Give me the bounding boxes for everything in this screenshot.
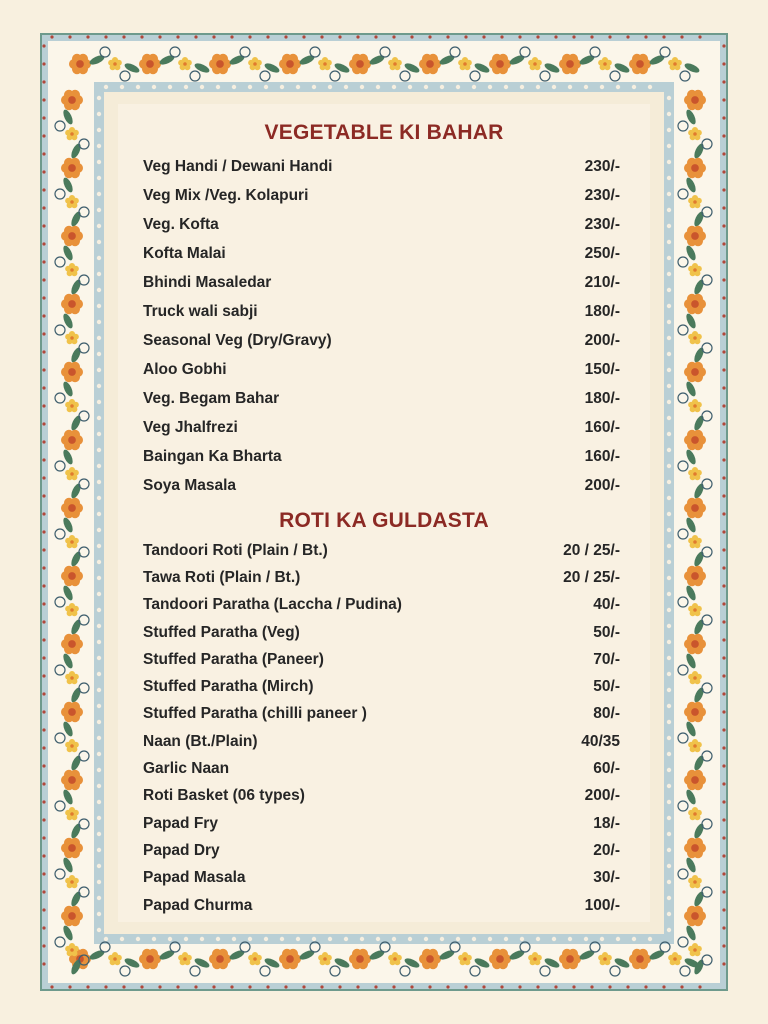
menu-item-name: Roti Basket (06 types) bbox=[143, 787, 305, 805]
menu-item-price: 20 / 25/- bbox=[563, 568, 620, 586]
menu-item bbox=[143, 471, 620, 500]
menu-item-price: 250/- bbox=[584, 244, 620, 262]
menu-item bbox=[143, 728, 620, 755]
menu-item-name: Tandoori Paratha (Laccha / Pudina) bbox=[143, 596, 402, 614]
menu-item bbox=[143, 239, 620, 268]
menu-item-name: Aloo Gobhi bbox=[143, 360, 227, 378]
menu-item bbox=[143, 181, 620, 210]
menu-item-price: 230/- bbox=[584, 186, 620, 204]
menu-item bbox=[143, 413, 620, 442]
menu-item-price: 80/- bbox=[593, 705, 620, 723]
menu-item-name: Truck wali sabji bbox=[143, 302, 258, 320]
menu-item bbox=[143, 865, 620, 892]
vegetable-menu-list bbox=[143, 152, 620, 500]
menu-item-price: 30/- bbox=[593, 869, 620, 887]
section-title-vegetable: VEGETABLE KI BAHAR bbox=[264, 121, 504, 144]
menu-item bbox=[143, 783, 620, 810]
menu-item-name: Kofta Malai bbox=[143, 244, 226, 262]
menu-item-price: 200/- bbox=[584, 331, 620, 349]
menu-item-name: Stuffed Paratha (Mirch) bbox=[143, 678, 314, 696]
menu-item-name: Tawa Roti (Plain / Bt.) bbox=[143, 568, 301, 586]
menu-item-name: Garlic Naan bbox=[143, 760, 230, 778]
menu-item-name: Tandoori Roti (Plain / Bt.) bbox=[143, 541, 328, 559]
menu-item bbox=[143, 892, 620, 919]
menu-item-name: Veg Jhalfrezi bbox=[143, 418, 238, 436]
menu-item-price: 150/- bbox=[584, 360, 620, 378]
menu-item bbox=[143, 673, 620, 700]
menu-item-price: 200/- bbox=[584, 787, 620, 805]
menu-item-name: Stuffed Paratha (Paneer) bbox=[143, 650, 324, 668]
menu-item-price: 100/- bbox=[584, 896, 620, 914]
menu-item-price: 210/- bbox=[584, 273, 620, 291]
menu-item-price: 40/- bbox=[593, 596, 620, 614]
menu-item-price: 180/- bbox=[584, 389, 620, 407]
menu-item bbox=[143, 152, 620, 181]
menu-item bbox=[143, 537, 620, 564]
menu-item-price: 18/- bbox=[593, 814, 620, 832]
menu-item-price: 160/- bbox=[584, 418, 620, 436]
roti-menu-list bbox=[143, 537, 620, 919]
menu-item-name: Papad Churma bbox=[143, 896, 253, 914]
menu-item-name: Bhindi Masaledar bbox=[143, 273, 272, 291]
menu-item bbox=[143, 326, 620, 355]
menu-item-price: 70/- bbox=[593, 650, 620, 668]
menu-item-name: Papad Fry bbox=[143, 814, 218, 832]
menu-item bbox=[143, 210, 620, 239]
menu-item bbox=[143, 592, 620, 619]
menu-item bbox=[143, 701, 620, 728]
menu-item-price: 60/- bbox=[593, 760, 620, 778]
menu-item-name: Veg. Begam Bahar bbox=[143, 389, 280, 407]
menu-item-name: Veg. Kofta bbox=[143, 215, 219, 233]
menu-item-price: 50/- bbox=[593, 678, 620, 696]
menu-item-name: Seasonal Veg (Dry/Gravy) bbox=[143, 331, 332, 349]
menu-panel bbox=[118, 104, 650, 922]
section-title-roti: ROTI KA GULDASTA bbox=[279, 509, 489, 532]
menu-item-price: 200/- bbox=[584, 476, 620, 494]
menu-item-price: 180/- bbox=[584, 302, 620, 320]
menu-item-price: 160/- bbox=[584, 447, 620, 465]
menu-item-name: Soya Masala bbox=[143, 476, 237, 494]
menu-item bbox=[143, 755, 620, 782]
menu-item bbox=[143, 297, 620, 326]
menu-item-price: 40/35 bbox=[581, 732, 620, 750]
menu-item bbox=[143, 355, 620, 384]
menu-item-name: Stuffed Paratha (Veg) bbox=[143, 623, 300, 641]
menu-item bbox=[143, 646, 620, 673]
menu-item-name: Baingan Ka Bharta bbox=[143, 447, 282, 465]
menu-item-price: 20/- bbox=[593, 841, 620, 859]
menu-item-name: Veg Handi / Dewani Handi bbox=[143, 157, 333, 175]
menu-item-name: Veg Mix /Veg. Kolapuri bbox=[143, 186, 309, 204]
menu-item-price: 230/- bbox=[584, 215, 620, 233]
menu-item-price: 230/- bbox=[584, 157, 620, 175]
menu-item-price: 20 / 25/- bbox=[563, 541, 620, 559]
menu-item bbox=[143, 619, 620, 646]
menu-item-name: Papad Dry bbox=[143, 841, 220, 859]
menu-item bbox=[143, 837, 620, 864]
menu-item-price: 50/- bbox=[593, 623, 620, 641]
menu-item-name: Naan (Bt./Plain) bbox=[143, 732, 258, 750]
menu-item bbox=[143, 564, 620, 591]
menu-item bbox=[143, 810, 620, 837]
menu-item-name: Stuffed Paratha (chilli paneer ) bbox=[143, 705, 367, 723]
menu-item bbox=[143, 268, 620, 297]
menu-item-name: Papad Masala bbox=[143, 869, 246, 887]
menu-item bbox=[143, 384, 620, 413]
menu-item bbox=[143, 442, 620, 471]
